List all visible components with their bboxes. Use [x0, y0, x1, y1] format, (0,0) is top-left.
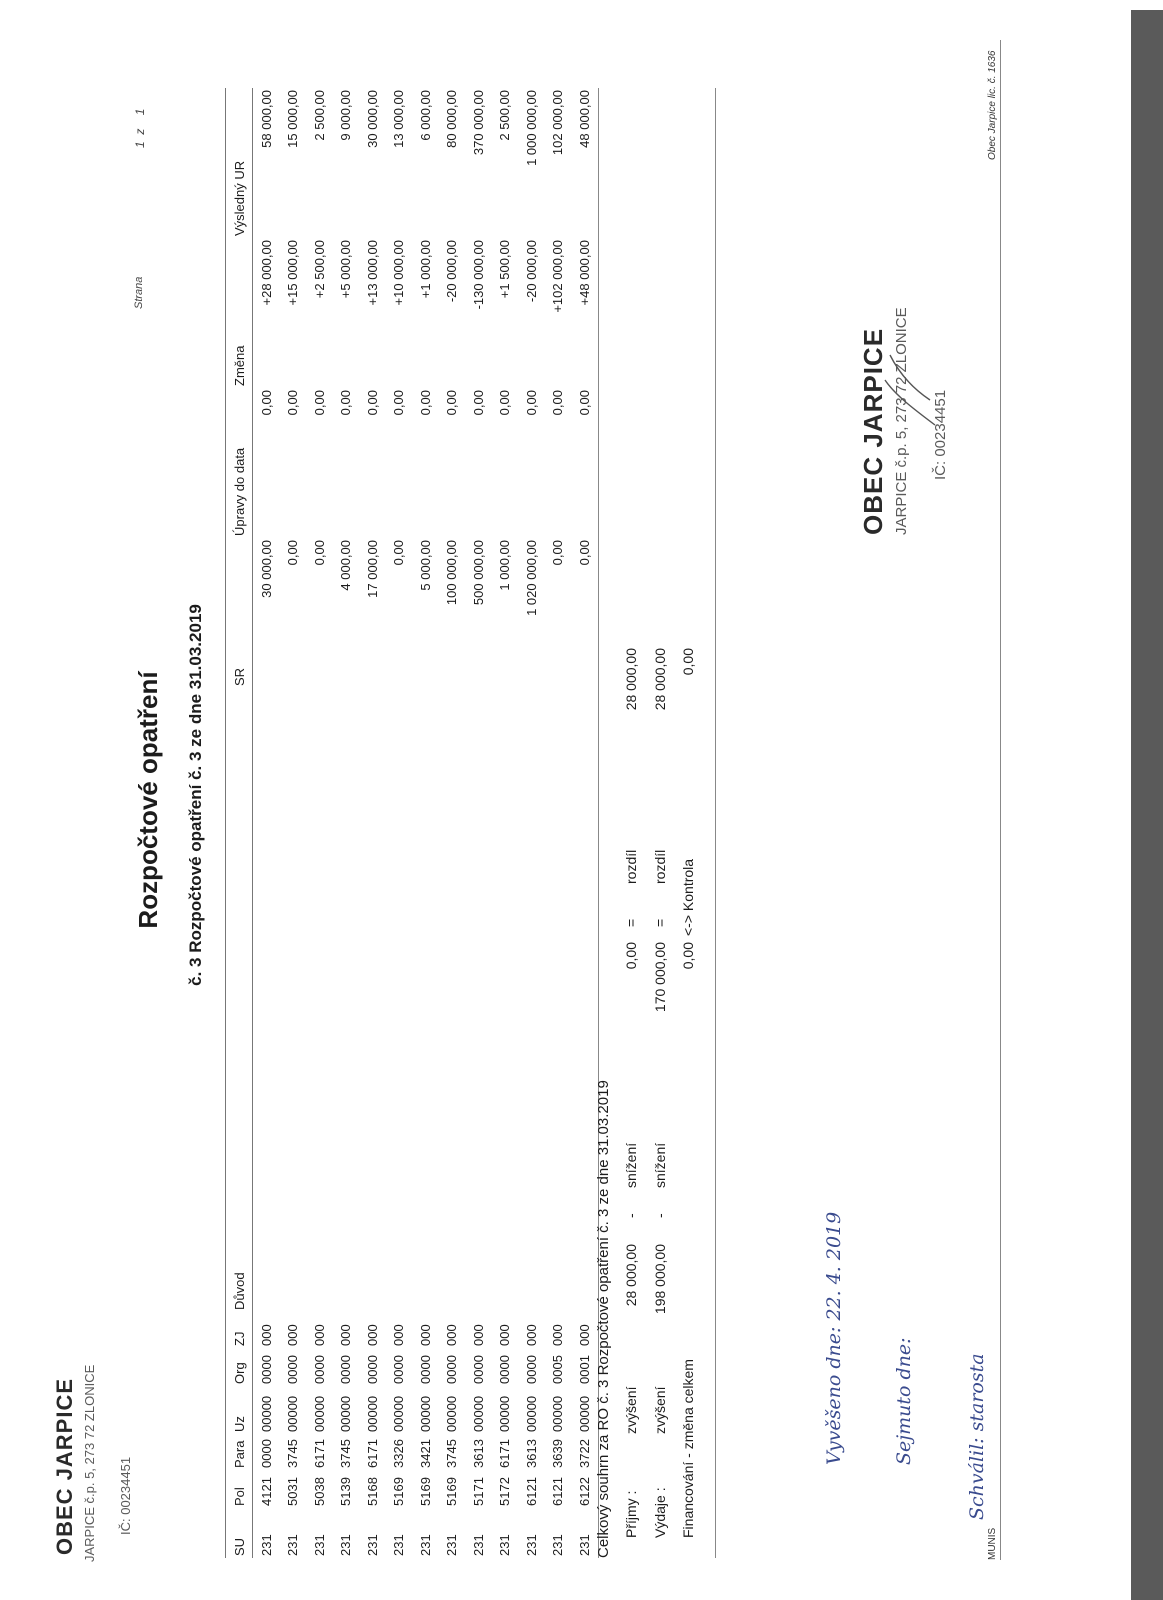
cell-pol: 5168 [364, 1477, 380, 1506]
handwritten-posted-date: Vyvěšeno dne: 22. 4. 2019 [823, 1211, 845, 1465]
summary-prijmy-eq: = [623, 918, 639, 927]
cell-su: 231 [258, 1534, 274, 1556]
cell-uz: 00000 [550, 1395, 566, 1432]
cell-su: 231 [338, 1534, 354, 1556]
cell-org: 0000 [285, 1355, 301, 1384]
cell-duvod [333, 688, 360, 1312]
table-row [306, 88, 333, 1558]
col-header-zmena: Změna [231, 345, 247, 386]
summary-prijmy-zv-value: 28 000,00 [623, 1244, 639, 1307]
signature-scribble [875, 350, 945, 430]
cell-vysledny: 370 000,00 [470, 90, 486, 156]
cell-upravy: 0,00 [444, 390, 460, 416]
cell-para: 3613 [470, 1439, 486, 1468]
table-row [280, 88, 307, 1558]
cell-sr: 0,00 [550, 540, 566, 566]
cell-zmena: +15 000,00 [285, 240, 301, 306]
handwritten-approved: Schválil: starosta [966, 1353, 988, 1520]
summary-kontrola-value: 0,00 [680, 648, 696, 676]
handwritten-removed-date: Sejmuto dne: [893, 1337, 915, 1465]
cell-uz: 00000 [497, 1395, 513, 1432]
summary-prijmy-dash: - [623, 1213, 639, 1218]
cell-duvod [359, 688, 386, 1312]
cell-duvod [280, 688, 307, 1312]
cell-pol: 5169 [417, 1477, 433, 1506]
stamp-bottom-ic: IČ: 00234451 [932, 389, 949, 480]
cell-para: 3745 [338, 1439, 354, 1468]
cell-su: 231 [576, 1534, 592, 1556]
budget-table [225, 88, 599, 1558]
cell-duvod [412, 688, 439, 1312]
summary-prijmy-rozdil: rozdíl [623, 849, 639, 884]
summary-fin-label: Financování - změna celkem [680, 1359, 696, 1538]
stamp-top-ic: IČ: 00234451 [118, 1456, 133, 1535]
cell-para: 3421 [417, 1439, 433, 1468]
page-title: Rozpočtové opatření [133, 671, 163, 929]
cell-sr: 1 000,00 [497, 540, 513, 591]
cell-zj: 000 [523, 1324, 539, 1346]
summary-vydaje-sn: snížení [652, 1142, 668, 1188]
summary-prijmy-sn: snížení [623, 1142, 639, 1188]
cell-zj: 000 [285, 1324, 301, 1346]
cell-duvod [465, 688, 492, 1312]
cell-para: 3613 [523, 1439, 539, 1468]
cell-zmena: -130 000,00 [470, 240, 486, 310]
table-row [571, 88, 598, 1558]
cell-org: 0000 [523, 1355, 539, 1384]
cell-upravy: 0,00 [258, 390, 274, 416]
cell-para: 3639 [550, 1439, 566, 1468]
cell-uz: 00000 [576, 1395, 592, 1432]
cell-duvod [253, 688, 280, 1312]
summary-vydaje-sn-value: 170 000,00 [652, 942, 668, 1013]
cell-zmena: -20 000,00 [444, 240, 460, 303]
stamp-top-name: OBEC JARPICE [52, 1377, 77, 1555]
page-label: Strana [133, 276, 145, 309]
table-row [545, 88, 572, 1558]
cell-vysledny: 9 000,00 [338, 90, 354, 141]
cell-zmena: +2 500,00 [311, 240, 327, 299]
cell-zmena: +48 000,00 [576, 240, 592, 306]
table-row [439, 88, 466, 1558]
cell-org: 0000 [497, 1355, 513, 1384]
cell-pol: 5038 [311, 1477, 327, 1506]
page-number: 1 z 1 [133, 108, 147, 148]
table-row [386, 88, 413, 1558]
cell-zj: 000 [417, 1324, 433, 1346]
cell-org: 0000 [364, 1355, 380, 1384]
summary-fin-value: 0,00 [680, 942, 696, 970]
cell-vysledny: 1 000 000,00 [523, 90, 539, 166]
cell-vysledny: 58 000,00 [258, 90, 274, 148]
col-header-sr: SR [231, 667, 247, 686]
table-row [359, 88, 386, 1558]
table-row [253, 88, 280, 1558]
cell-sr: 0,00 [285, 540, 301, 566]
cell-upravy: 0,00 [391, 390, 407, 416]
cell-su: 231 [417, 1534, 433, 1556]
cell-duvod [518, 688, 545, 1312]
cell-su: 231 [285, 1534, 301, 1556]
cell-su: 231 [364, 1534, 380, 1556]
table-row [333, 88, 360, 1558]
cell-sr: 17 000,00 [364, 540, 380, 598]
cell-zmena: +1 500,00 [497, 240, 513, 299]
summary-vydaje-eq: = [652, 918, 668, 927]
summary-vydaje-zv: zvýšení [652, 1386, 668, 1434]
stamp-bottom-name: OBEC JARPICE [858, 327, 888, 535]
col-header-su: SU [231, 1537, 247, 1556]
cell-org: 0000 [338, 1355, 354, 1384]
cell-uz: 00000 [444, 1395, 460, 1432]
cell-upravy: 0,00 [497, 390, 513, 416]
cell-uz: 00000 [258, 1395, 274, 1432]
cell-vysledny: 2 500,00 [311, 90, 327, 141]
cell-vysledny: 30 000,00 [364, 90, 380, 148]
cell-vysledny: 15 000,00 [285, 90, 301, 148]
cell-upravy: 0,00 [311, 390, 327, 416]
cell-upravy: 0,00 [576, 390, 592, 416]
cell-para: 6171 [311, 1439, 327, 1468]
summary-prijmy-value: 28 000,00 [623, 648, 639, 711]
cell-upravy: 0,00 [470, 390, 486, 416]
cell-sr: 0,00 [576, 540, 592, 566]
cell-org: 0000 [470, 1355, 486, 1384]
cell-org: 0000 [311, 1355, 327, 1384]
cell-vysledny: 2 500,00 [497, 90, 513, 141]
cell-vysledny: 48 000,00 [576, 90, 592, 148]
cell-su: 231 [444, 1534, 460, 1556]
stamp-top-address: JARPICE č.p. 5, 273 72 ZLONICE [82, 1364, 97, 1562]
cell-vysledny: 80 000,00 [444, 90, 460, 148]
cell-pol: 5139 [338, 1477, 354, 1506]
summary-vydaje-zv-value: 198 000,00 [652, 1244, 668, 1315]
summary-title: Celkový souhrn za RO č. 3 Rozpočtové opatření č. 3 ze dne 31.03.2019 [595, 1080, 612, 1558]
cell-zmena: +102 000,00 [550, 240, 566, 313]
col-header-zj: ZJ [231, 1331, 247, 1346]
cell-uz: 00000 [364, 1395, 380, 1432]
col-header-uz: Uz [231, 1416, 247, 1432]
col-header-duvod: Důvod [231, 1272, 247, 1310]
cell-pol: 5031 [285, 1477, 301, 1506]
cell-para: 3745 [444, 1439, 460, 1468]
cell-zj: 000 [338, 1324, 354, 1346]
cell-org: 0000 [417, 1355, 433, 1384]
cell-para: 6171 [497, 1439, 513, 1468]
cell-upravy: 0,00 [550, 390, 566, 416]
cell-pol: 6122 [576, 1477, 592, 1506]
summary-prijmy-sn-value: 0,00 [623, 942, 639, 970]
table-row [412, 88, 439, 1558]
cell-uz: 00000 [338, 1395, 354, 1432]
cell-para: 3722 [576, 1439, 592, 1468]
cell-duvod [571, 688, 598, 1312]
cell-org: 0001 [576, 1355, 592, 1384]
cell-para: 3326 [391, 1439, 407, 1468]
cell-upravy: 0,00 [417, 390, 433, 416]
cell-uz: 00000 [311, 1395, 327, 1432]
cell-para: 0000 [258, 1439, 274, 1468]
cell-pol: 5172 [497, 1477, 513, 1506]
col-header-org: Org [231, 1362, 247, 1384]
table-row [518, 88, 545, 1558]
col-header-para: Para [231, 1440, 247, 1468]
cell-pol: 5171 [470, 1477, 486, 1506]
cell-sr: 100 000,00 [444, 540, 460, 606]
cell-upravy: 0,00 [285, 390, 301, 416]
cell-su: 231 [497, 1534, 513, 1556]
cell-su: 231 [391, 1534, 407, 1556]
summary-prijmy-label: Příjmy : [623, 1490, 639, 1538]
cell-zj: 000 [576, 1324, 592, 1346]
cell-duvod [439, 688, 466, 1312]
cell-org: 0000 [444, 1355, 460, 1384]
table-row [465, 88, 492, 1558]
table-header-row [226, 88, 253, 1558]
cell-uz: 00000 [391, 1395, 407, 1432]
cell-zmena: +28 000,00 [258, 240, 274, 306]
footer-license: Obec Jarpice lic. č. 1636 [987, 50, 998, 160]
cell-vysledny: 13 000,00 [391, 90, 407, 148]
cell-sr: 500 000,00 [470, 540, 486, 606]
cell-org: 0000 [391, 1355, 407, 1384]
cell-org: 0005 [550, 1355, 566, 1384]
cell-sr: 0,00 [391, 540, 407, 566]
cell-zj: 000 [364, 1324, 380, 1346]
cell-pol: 4121 [258, 1477, 274, 1506]
summary-vydaje-label: Výdaje : [652, 1487, 668, 1538]
cell-sr: 5 000,00 [417, 540, 433, 591]
cell-uz: 00000 [523, 1395, 539, 1432]
table-row [492, 88, 519, 1558]
cell-duvod [545, 688, 572, 1312]
cell-pol: 6121 [523, 1477, 539, 1506]
cell-su: 231 [550, 1534, 566, 1556]
cell-zj: 000 [391, 1324, 407, 1346]
cell-zmena: +10 000,00 [391, 240, 407, 306]
cell-org: 0000 [258, 1355, 274, 1384]
summary-vydaje-rozdil: rozdíl [652, 849, 668, 884]
cell-para: 6171 [364, 1439, 380, 1468]
cell-uz: 00000 [470, 1395, 486, 1432]
cell-zmena: +1 000,00 [417, 240, 433, 299]
col-header-vysledny: Výsledný UR [231, 160, 247, 236]
footer-munis: MUNIS [987, 1527, 998, 1560]
cell-duvod [492, 688, 519, 1312]
page-subtitle: č. 3 Rozpočtové opatření č. 3 ze dne 31.03.2019 [186, 604, 205, 986]
cell-para: 3745 [285, 1439, 301, 1468]
cell-upravy: 0,00 [338, 390, 354, 416]
summary-vydaje-value: 28 000,00 [652, 648, 668, 711]
cell-sr: 30 000,00 [258, 540, 274, 598]
cell-zj: 000 [470, 1324, 486, 1346]
cell-duvod [386, 688, 413, 1312]
cell-sr: 1 020 000,00 [523, 540, 539, 616]
cell-su: 231 [470, 1534, 486, 1556]
cell-zj: 000 [311, 1324, 327, 1346]
cell-pol: 6121 [550, 1477, 566, 1506]
cell-sr: 4 000,00 [338, 540, 354, 591]
col-header-pol: Pol [231, 1487, 247, 1506]
cell-zj: 000 [258, 1324, 274, 1346]
cell-vysledny: 102 000,00 [550, 90, 566, 156]
cell-uz: 00000 [285, 1395, 301, 1432]
summary-kontrola: <-> Kontrola [680, 858, 696, 936]
cell-zj: 000 [497, 1324, 513, 1346]
cell-upravy: 0,00 [523, 390, 539, 416]
cell-pol: 5169 [444, 1477, 460, 1506]
cell-sr: 0,00 [311, 540, 327, 566]
cell-su: 231 [523, 1534, 539, 1556]
cell-zmena: -20 000,00 [523, 240, 539, 303]
stamp-bottom-address: JARPICE č.p. 5, 273 72 ZLONICE [893, 307, 910, 535]
col-header-upravy: Úpravy do data [231, 447, 247, 536]
cell-zj: 000 [550, 1324, 566, 1346]
cell-vysledny: 6 000,00 [417, 90, 433, 141]
cell-su: 231 [311, 1534, 327, 1556]
footer-divider [1000, 40, 1001, 1560]
cell-duvod [306, 688, 333, 1312]
cell-zmena: +13 000,00 [364, 240, 380, 306]
summary-vydaje-dash: - [652, 1213, 668, 1218]
cell-uz: 00000 [417, 1395, 433, 1432]
cell-zj: 000 [444, 1324, 460, 1346]
cell-pol: 5169 [391, 1477, 407, 1506]
cell-upravy: 0,00 [364, 390, 380, 416]
summary-prijmy-zv: zvýšení [623, 1386, 639, 1434]
summary-divider [715, 88, 716, 1558]
cell-zmena: +5 000,00 [338, 240, 354, 299]
